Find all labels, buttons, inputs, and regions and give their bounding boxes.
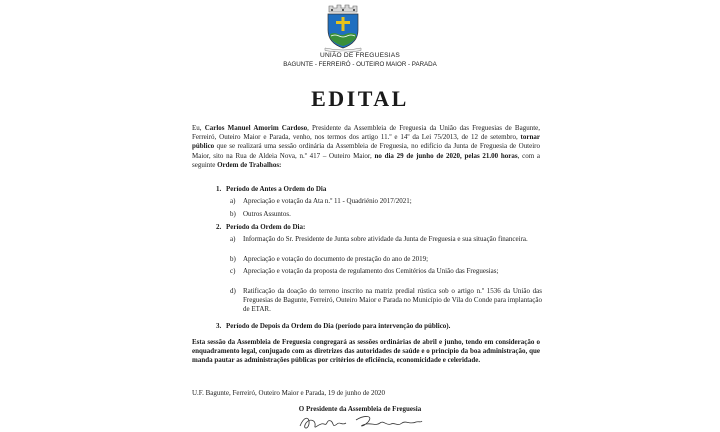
item-title: Período de Depois da Ordem do Dia (período para intervenção do público). [226,322,451,330]
agenda-item-1 [216,185,540,194]
intro-text: , Presidente da Assembleia de Freguesia da União das Freguesias de Bagunte, Ferreiró, Outeiro Maior e Parada, venho, nos termos dos artigo 11.º e 14º da Lei 75/2013, de 12 de setembro, [192,124,540,142]
handwritten-signature [298,412,424,432]
agenda-subitem [230,235,542,244]
item-title: Período de Antes a Ordem do Dia [226,185,327,193]
agenda-subitem [230,255,542,264]
item-number: 2. [216,223,222,231]
intro-text: que se realizará uma sessão ordinária da Assembleia de Freguesia, no edifício da Junta de Freguesia de Outeiro Maior, sito na Rua de Aldeia Nova, n.º 417 – Outeiro Maior, [192,142,540,160]
president-name: Carlos Manuel Amorim Cardoso [204,124,308,132]
org-places: BAGUNTE - FERREIRÓ - OUTEIRO MAIOR - PARADA [283,61,437,68]
agenda-subitem [230,210,542,219]
coat-of-arms-logo [321,2,365,52]
subitem-letter: a) [230,197,236,205]
meeting-date: no dia 29 de junho de 2020, pelas 21.00 horas [374,151,518,160]
agenda-subitem [230,197,542,206]
subitem-letter: a) [230,235,236,243]
intro-text: , com a seguinte [192,151,540,169]
closing-paragraph: Esta sessão da Assembleia de Freguesia congregará as sessões ordinárias de abril e junho, tendo em consideração o enquadramento legal, conjugado com as diretrizes das autoridades de saúde e o princípio da boa administração, que manda pautar as administrações públicas por critérios de eficiência, economicidade e celeridade. [192,338,540,365]
agenda-heading: Ordem de Trabalhos: [217,160,282,169]
subitem-text: Apreciação e votação da Ata n.º 11 - Quadriénio 2017/2021; [243,197,412,205]
subitem-text: Informação do Sr. Presidente de Junta sobre atividade da Junta de Freguesia e sua situação financeira. [243,235,528,243]
subitem-letter: d) [230,287,236,295]
agenda-subitem [230,267,542,276]
subitem-letter: c) [230,267,236,275]
agenda-item-3 [216,322,540,331]
agenda-subitem [230,287,542,315]
document-title: EDITAL [311,86,409,111]
place-and-date: U.F. Bagunte, Ferreiró, Outeiro Maior e Parada, 19 de junho de 2020 [192,389,386,397]
subitem-text: Ratificação da doação do terreno inscrito na matriz predial rústica sob o artigo n.º 1536 da União das Freguesias de Bagunte, Ferreiró, Outeiro Maior e Parada no Município de Vila do Conde para implantação de ETAR. [243,287,542,314]
agenda-item-2 [216,223,540,232]
subitem-text: Apreciação e votação da proposta de regulamento dos Cemitérios da União das Freguesias; [243,267,499,275]
subitem-letter: b) [230,255,236,263]
subitem-text: Outros Assuntos. [243,210,291,218]
intro-text: Eu, [192,124,205,132]
item-number: 3. [216,322,222,330]
subitem-text: Apreciação e votação do documento de prestação do ano de 2019; [243,255,429,263]
subitem-letter: b) [230,210,236,218]
item-title: Período da Ordem do Dia: [226,223,306,231]
signatory-title: O Presidente da Assembleia de Freguesia [298,405,422,413]
item-number: 1. [216,185,222,193]
intro-paragraph [192,124,540,170]
intro-emphasis: tornar público [192,133,540,151]
org-name: UNIÃO DE FREGUESIAS [319,52,400,59]
